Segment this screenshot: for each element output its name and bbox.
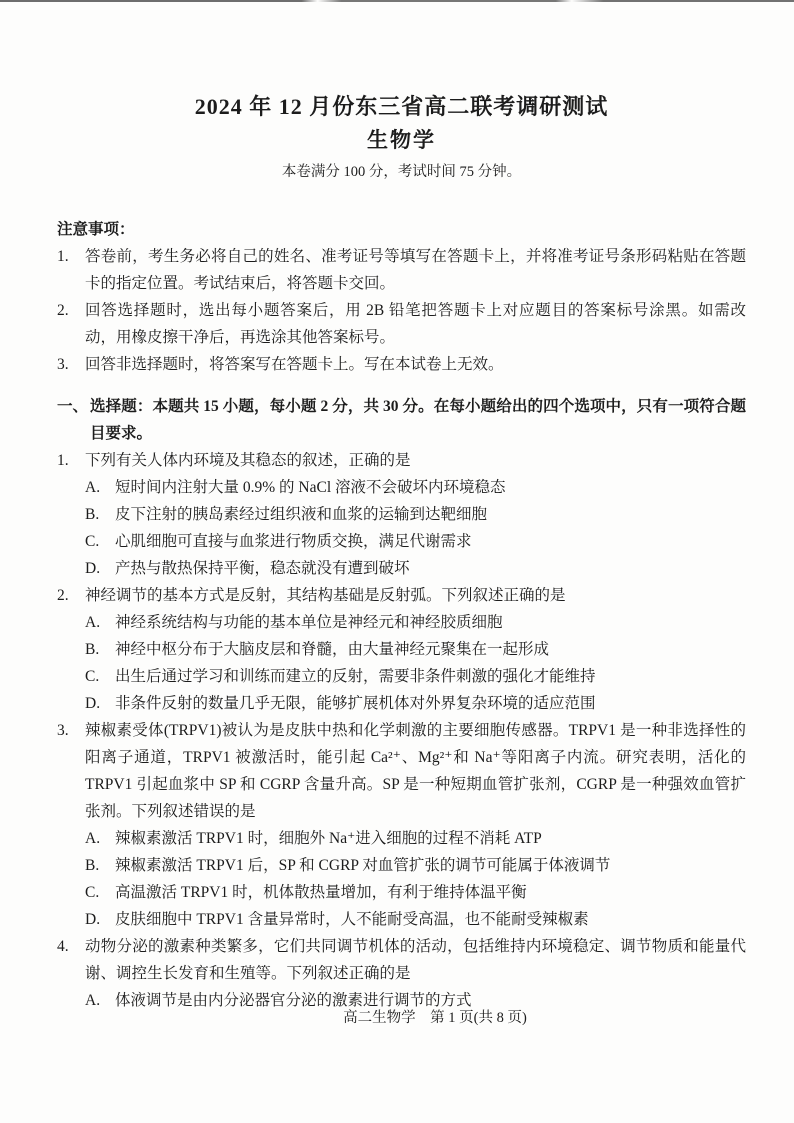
option-label: A. [85,479,101,496]
subject-title: 生物学 [367,128,436,152]
option-text: 辣椒素激活 TRPV1 时，细胞外 Na⁺进入细胞的过程不消耗 ATP [115,830,542,847]
question-number: 3. [57,722,69,739]
notice-item [57,243,746,297]
option [85,906,746,933]
question-number: 1. [57,452,69,469]
option [85,474,746,501]
question-stem-row [57,582,746,609]
option-text: 高温激活 TRPV1 时，机体散热量增加，有利于维持体温平衡 [115,884,527,901]
option-label: C. [85,533,100,550]
question-2 [57,582,746,717]
section-number: 一、 [57,398,89,415]
option-list [57,609,746,717]
option-label: C. [85,884,100,901]
notice-item-number: 2. [57,302,69,319]
option-text: 辣椒素激活 TRPV1 后，SP 和 CGRP 对血管扩张的调节可能属于体液调节 [115,857,611,874]
question-1 [57,447,746,582]
question-number: 4. [57,938,69,955]
notice-item [57,297,746,351]
page-footer: 高二生物学 第 1 页(共 8 页) [343,1010,527,1026]
option [85,528,746,555]
option [85,501,746,528]
notice-item-number: 3. [57,356,69,373]
option-label: B. [85,641,100,658]
option [85,879,746,906]
notice-heading: 注意事项： [57,221,135,238]
option-text: 心肌细胞可直接与血浆进行物质交换，满足代谢需求 [115,533,472,550]
notice-item-text: 答卷前，考生务必将自己的姓名、准考证号等填写在答题卡上，并将准考证号条形码粘贴在答题卡的指定位置。考试结束后，将答题卡交回。 [85,248,746,292]
option-label: D. [85,695,101,712]
question-number: 2. [57,587,69,604]
option-label: D. [85,560,101,577]
notice-item [57,351,746,378]
notice-item-text: 回答非选择题时，将答案写在答题卡上。写在本试卷上无效。 [85,356,504,373]
option-label: A. [85,830,101,847]
question-list [57,447,746,1014]
option-label: C. [85,668,100,685]
section-heading-text: 选择题：本题共 15 小题，每小题 2 分，共 30 分。在每小题给出的四个选项中，只有一项符合题目要求。 [90,398,746,442]
option-label: D. [85,911,101,928]
option-text: 产热与散热保持平衡，稳态就没有遭到破坏 [115,560,410,577]
notice-item-text: 回答选择题时，选出每小题答案后，用 2B 铅笔把答题卡上对应题目的答案标号涂黑。如需改动，用橡皮擦干净后，再选涂其他答案标号。 [85,302,746,346]
question-stem: 辣椒素受体(TRPV1)被认为是皮肤中热和化学刺激的主要细胞传感器。TRPV1 是一种非选择性的阳离子通道，TRPV1 被激活时，能引起 Ca²⁺、Mg²⁺和 Na⁺等阳离子内流。研究表明，活化的 TRPV1 引起血浆中 SP 和 CGRP 含量升高。SP 是一种短期血管扩张剂，CGRP 是一种强效血管扩张剂。下列叙述错误的是 [85,722,746,820]
exam-meta: 本卷满分 100 分，考试时间 75 分钟。 [281,164,522,180]
option-text: 神经中枢分布于大脑皮层和脊髓，由大量神经元聚集在一起形成 [115,641,550,658]
option [85,852,746,879]
option-text: 体液调节是由内分泌器官分泌的激素进行调节的方式 [115,992,472,1009]
option-text: 神经系统结构与功能的基本单位是神经元和神经胶质细胞 [115,614,503,631]
option [85,555,746,582]
question-stem: 神经调节的基本方式是反射，其结构基础是反射弧。下列叙述正确的是 [85,587,566,604]
option-text: 非条件反射的数量几乎无限，能够扩展机体对外界复杂环境的适应范围 [115,695,596,712]
option-text: 出生后通过学习和训练而建立的反射，需要非条件刺激的强化才能维持 [115,668,596,685]
exam-title: 2024 年 12 月份东三省高二联考调研测试 [194,94,609,119]
option [85,690,746,717]
exam-header [57,92,746,183]
scan-artifact-line [0,0,794,2]
option-label: B. [85,506,100,523]
question-stem: 动物分泌的激素种类繁多，它们共同调节机体的活动，包括维持内环境稳定、调节物质和能量代谢、调控生长发育和生殖等。下列叙述正确的是 [85,938,746,982]
question-stem: 下列有关人体内环境及其稳态的叙述，正确的是 [85,452,411,469]
question-stem-row [57,933,746,987]
option [85,636,746,663]
option-label: A. [85,992,101,1009]
option-list [57,825,746,933]
option-text: 短时间内注射大量 0.9% 的 NaCl 溶液不会破坏内环境稳态 [115,479,506,496]
option-label: A. [85,614,101,631]
option [85,663,746,690]
section-heading [57,393,746,447]
question-stem-row [57,447,746,474]
option-text: 皮下注射的胰岛素经过组织液和血浆的运输到达靶细胞 [115,506,488,523]
question-4 [57,933,746,1014]
notice-item-number: 1. [57,248,69,265]
option-list [57,474,746,582]
option-label: B. [85,857,100,874]
option [85,609,746,636]
option [85,825,746,852]
question-stem-row [57,717,746,825]
option-text: 皮肤细胞中 TRPV1 含量异常时，人不能耐受高温，也不能耐受辣椒素 [115,911,589,928]
question-3 [57,717,746,933]
notice-section [57,216,746,378]
